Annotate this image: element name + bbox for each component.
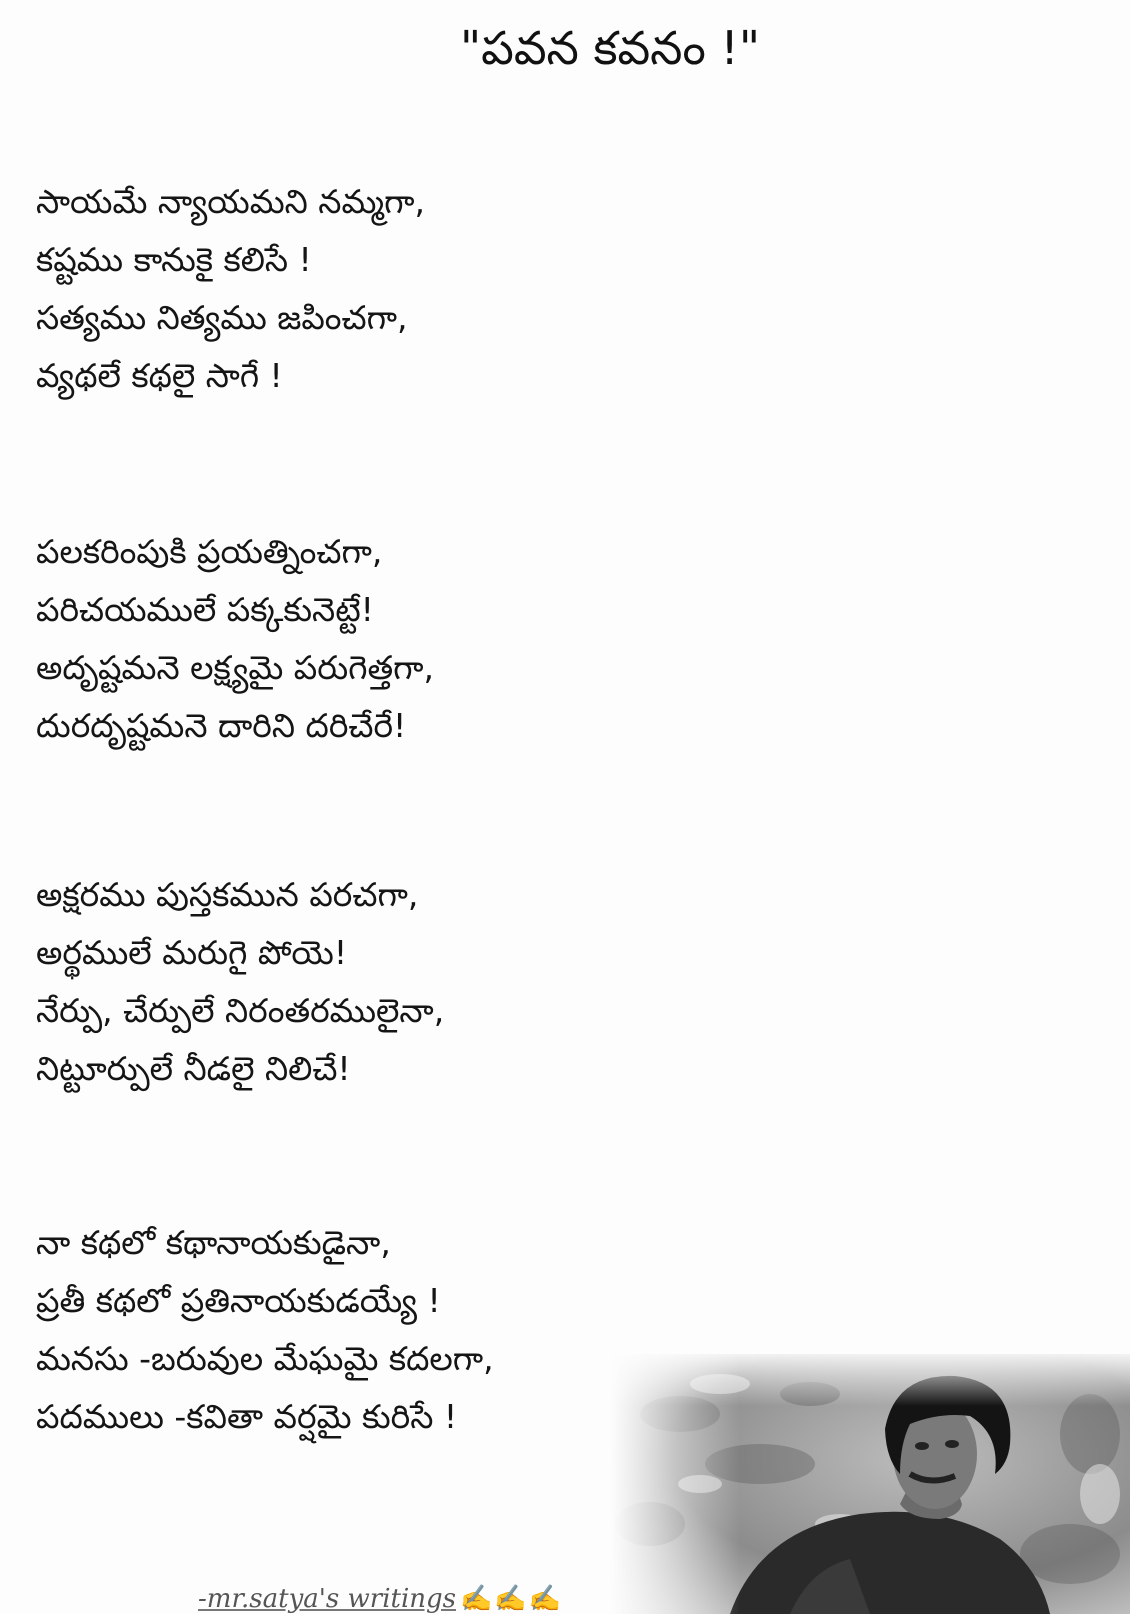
stanza-1 <box>36 173 656 405</box>
stanza-3 <box>36 866 656 1098</box>
stanza-2 <box>36 523 656 755</box>
poem-line: వ్యథలే కథలై సాగే ! <box>36 356 283 395</box>
poem-line: అదృష్టమనె లక్ష్యమై పరుగెత్తగా, <box>36 648 435 687</box>
poem-line: మనసు -బరువుల మేఘమై కదలగా, <box>36 1339 494 1378</box>
poem-line: ప్రతీ కథలో ప్రతినాయకుడయ్యే ! <box>36 1281 441 1320</box>
stanza-4 <box>36 1214 656 1446</box>
poem-line: దురదృష్టమనె దారిని దరిచేరే! <box>36 706 407 745</box>
poem-line: కష్టము కానుకై కలిసే ! <box>36 240 312 279</box>
signature-text: -mr.satya's writings <box>198 1584 457 1614</box>
poem-line: పరిచయములే పక్కకునెట్టే! <box>36 590 374 629</box>
poem-line: నా కథలో కథానాయకుడైనా, <box>36 1223 391 1262</box>
author-signature <box>198 1582 563 1614</box>
poem-line: నిట్టూర్పులే నీడలై నిలిచే! <box>36 1049 351 1088</box>
author-photo <box>610 1354 1130 1614</box>
poem-line: అర్థములే మరుగై పోయె! <box>36 933 348 972</box>
poem-line: పలకరింపుకి ప్రయత్నించగా, <box>36 532 383 571</box>
poem-line: నేర్పు, చేర్పులే నిరంతరములైనా, <box>36 991 445 1030</box>
poem-line: సత్యము నిత్యము జపించగా, <box>36 298 408 337</box>
writing-hand-icon: ✍✍✍ <box>460 1584 564 1614</box>
poem-line: అక్షరము పుస్తకమున పరచగా, <box>36 875 419 914</box>
poem-line: సాయమే న్యాయమని నమ్మగా, <box>36 182 425 221</box>
poem-title: "పవన కవనం !" <box>459 21 761 75</box>
poem-line: పదములు -కవితా వర్షమై కురిసే ! <box>36 1397 458 1436</box>
